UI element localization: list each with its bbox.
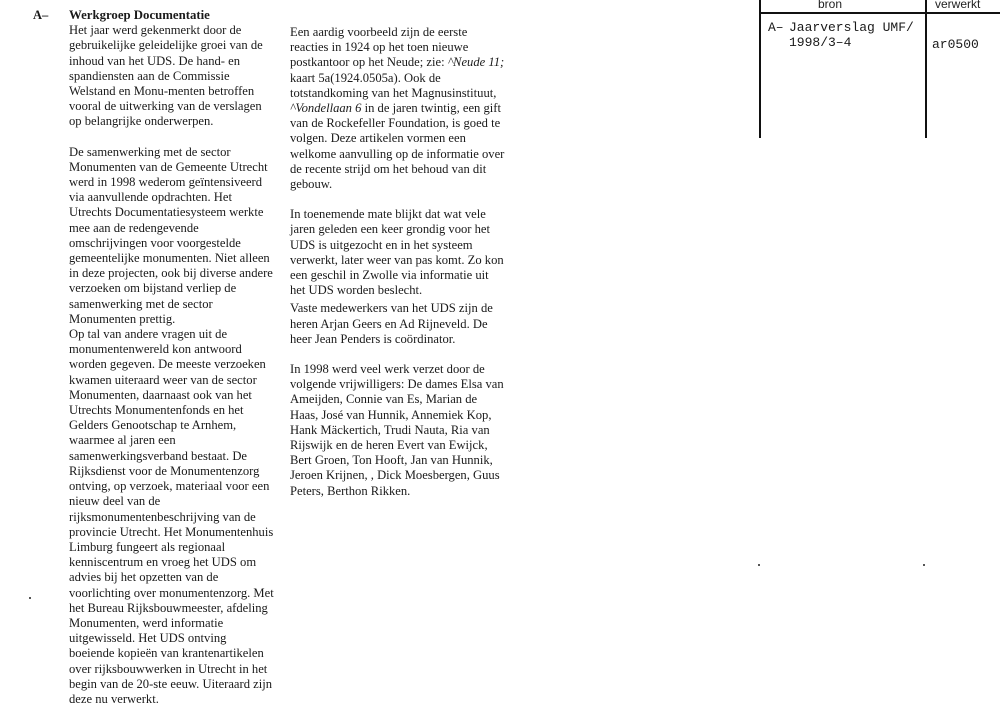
scan-speck bbox=[923, 564, 925, 566]
text-column-middle bbox=[290, 25, 505, 499]
scan-speck bbox=[29, 597, 31, 599]
reference-vondellaan: ^Vondellaan 6 bbox=[290, 101, 362, 116]
table-column-divider bbox=[925, 0, 927, 138]
paragraph-other-requests: Op tal van andere vragen uit de monumentenwereld kon antwoord worden gegeven. De meeste verzoeken kwamen uiteraard weer van de sector Monumenten, daarnaast ook van het Utrechts Monumentenfonds en het Gelders Genootschap te Arnhem, waarmee al jaren een samenwerkingsverband bestaat. De Rijksdienst voor de Monumentenzorg ontving, op verzoek, materiaal voor een nieuw deel van de rijksmonumentenbeschrijving van de provincie Utrecht. Het Monumentenhuis Limburg fungeert als regionaal kenniscentrum en vroeg het UDS om advies bij het opzetten van de voorlichting over monumentenzorg. Met het Bureau Rijksbouwmeester, afdeling Monumenten, werd informatie uitgewisseld. Het UDS ontving boeiende kopieën van krantenartikelen over rijksbouwwerken in Utrecht in het begin van de 20-ste eeuw. Uiteraard zijn deze nu verwerkt. bbox=[69, 327, 274, 706]
paragraph-sector-monumenten: De samenwerking met de sector Monumenten van de Gemeente Utrecht werd in 1998 wederom geïntensiveerd via aanvullende opdrachten. Het Utrechts Documentatiesysteem werkte mee aan de redengevende omschrijvingen voor voorgestelde gemeentelijke monumenten. Niet alleen in deze projecten, ook bij diverse andere verzoeken om bijstand verliep de samenwerking met de sector Monumenten prettig. bbox=[69, 144, 273, 326]
section-marker: A– bbox=[33, 8, 49, 22]
text-column-left bbox=[69, 8, 274, 707]
table-cell-verwerkt: ar0500 bbox=[932, 37, 979, 52]
paragraph-increasing-use: In toenemende mate blijkt dat wat vele jaren geleden een keer grondig voor het UDS is uitgezocht en in het systeem verwerkt, later weer van pas komt. Zo kon een geschil in Zwolle via informatie uit het UDS worden beslecht. bbox=[290, 207, 504, 298]
paragraph-intro: Het jaar werd gekenmerkt door de gebruikelijke geleidelijke groei van de inhoud van het UDS. De hand- en spandiensten aan de Commissie Welstand en Monu-menten betroffen vooral de uitwerking van de verslagen op belangrijke onderwerpen. bbox=[69, 23, 263, 129]
table-left-border bbox=[759, 0, 761, 138]
paragraph-example-text-b: kaart 5a(1924.0505a). Ook de totstandkoming van het Magnusinstituut, bbox=[290, 70, 497, 100]
paragraph-example bbox=[290, 25, 505, 192]
table-cell-bron: Jaarverslag UMF/ 1998/3–4 bbox=[789, 20, 914, 50]
table-header-rule bbox=[759, 12, 1000, 14]
paragraph-staff: Vaste medewerkers van het UDS zijn de heren Arjan Geers en Ad Rijneveld. De heer Jean Penders is coördinator. bbox=[290, 301, 493, 346]
scan-speck bbox=[758, 564, 760, 566]
paragraph-example-text-c: in de jaren twintig, een gift van de Rockefeller Foundation, is goed te volgen. Deze artikelen vormen een welkome aanvulling op de informatie over de recente strijd om het behoud van dit gebouw. bbox=[290, 101, 505, 192]
table-header-bron: bron bbox=[818, 0, 843, 11]
reference-neude: ^Neude 11; bbox=[447, 55, 505, 70]
table-header-verwerkt: verwerkt bbox=[935, 0, 981, 11]
paragraph-example-text-a: Een aardig voorbeeld zijn de eerste reacties in 1924 op het toen nieuwe postkantoor op het Neude; zie: bbox=[290, 25, 469, 70]
table-row-marker: A– bbox=[768, 20, 784, 35]
section-heading: Werkgroep Documentatie bbox=[69, 8, 210, 22]
paragraph-volunteers: In 1998 werd veel werk verzet door de volgende vrijwilligers: De dames Elsa van Ameijden, Connie van Es, Marian de Haas, José van Hunnik, Annemiek Kop, Hank Mäckertich, Trudi Nauta, Ria van Rijswijk en de heren Evert van Ewijck, Bert Groen, Ton Hooft, Jan van Hunnik, Jeroen Krijnen, , Dick Moesbergen, Guus Peters, Berthon Rikken. bbox=[290, 362, 504, 498]
